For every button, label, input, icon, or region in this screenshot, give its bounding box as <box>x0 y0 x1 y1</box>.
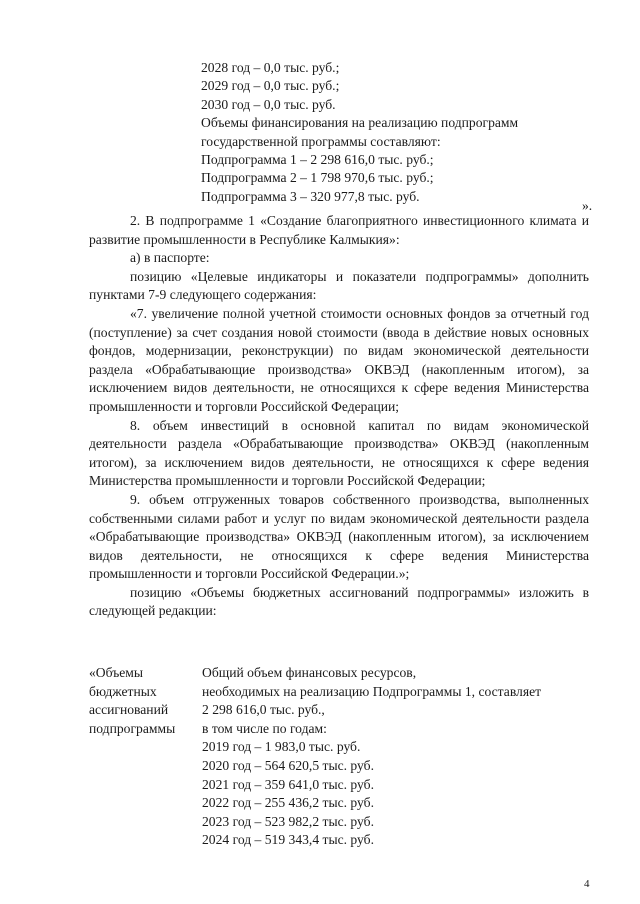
document-body <box>89 212 589 621</box>
page-number: 4 <box>584 878 590 890</box>
table-left-line: ассигнований <box>89 702 169 718</box>
table-right-column <box>202 664 592 850</box>
table-right-line: в том числе по годам: <box>202 720 327 736</box>
table-left-column <box>89 664 199 738</box>
paragraph: 9. объем отгруженных товаров собственного производства, выполненных собственными силами работ и услуг по видам экономической деятельности раздела «Обрабатывающие производства» ОКВЭД (накопленным итогом), за исключением видов деятельности, не относящихся к сфере ведения Министерства промышленности и торговли Российской Федерации.»; <box>89 491 589 582</box>
year-amount-line: 2023 год – 523 982,2 тыс. руб. <box>202 813 374 829</box>
table-right-line: Общий объем финансовых ресурсов, <box>202 665 417 680</box>
paragraph: 2. В подпрограмме 1 «Создание благоприятного инвестиционного климата и развитие промышленности в Республике Калмыкия»: <box>89 213 589 247</box>
table-right-line: 2 298 616,0 тыс. руб., <box>202 702 325 718</box>
funding-summary-block <box>201 59 601 206</box>
paragraph: а) в паспорте: <box>130 250 210 266</box>
year-amount-line: 2022 год – 255 436,2 тыс. руб. <box>202 795 374 811</box>
funding-line: Подпрограмма 2 – 1 798 970,6 тыс. руб.; <box>201 170 434 186</box>
year-amount-line: 2024 год – 519 343,4 тыс. руб. <box>202 832 374 848</box>
funding-line: Объемы финансирования на реализацию подпрограмм <box>201 115 519 131</box>
table-left-line: подпрограммы <box>89 720 176 736</box>
table-left-line: «Объемы <box>89 665 143 680</box>
year-amount-line: 2020 год – 564 620,5 тыс. руб. <box>202 757 374 773</box>
funding-line: 2029 год – 0,0 тыс. руб.; <box>201 78 340 94</box>
year-amount-line: 2021 год – 359 641,0 тыс. руб. <box>202 776 374 792</box>
closing-quote: ». <box>582 198 593 213</box>
paragraph: 8. объем инвестиций в основной капитал по видам экономической деятельности раздела «Обрабатывающие производства» ОКВЭД (накопленным итогом), за исключением видов деятельности, не относящихся к сфере ведения Министерства промышленности и торговли Российской Федерации; <box>89 417 589 489</box>
funding-line: 2028 год – 0,0 тыс. руб.; <box>201 60 340 75</box>
funding-line: государственной программы составляют: <box>201 133 441 149</box>
table-right-line: необходимых на реализацию Подпрограммы 1, составляет <box>202 683 542 699</box>
funding-line: 2030 год – 0,0 тыс. руб. <box>201 96 336 112</box>
year-amount-line: 2019 год – 1 983,0 тыс. руб. <box>202 739 361 755</box>
funding-line: Подпрограмма 3 – 320 977,8 тыс. руб. <box>201 188 420 204</box>
paragraph: позицию «Целевые индикаторы и показатели подпрограммы» дополнить пунктами 7-9 следующего содержания: <box>89 268 589 303</box>
table-left-line: бюджетных <box>89 683 157 699</box>
paragraph: «7. увеличение полной учетной стоимости основных фондов за отчетный год (поступление) за счет создания новой стоимости (ввода в действие новых основных фондов, модернизации, реконструкции) по видам экономической деятельности раздела «Обрабатывающие производства» ОКВЭД (накопленным итогом), за исключением видов деятельности, не относящихся к сфере ведения Министерства промышленности и торговли Российской Федерации; <box>89 305 589 414</box>
funding-line: Подпрограмма 1 – 2 298 616,0 тыс. руб.; <box>201 152 434 168</box>
paragraph: позицию «Объемы бюджетных ассигнований подпрограммы» изложить в следующей редакции: <box>89 584 589 619</box>
